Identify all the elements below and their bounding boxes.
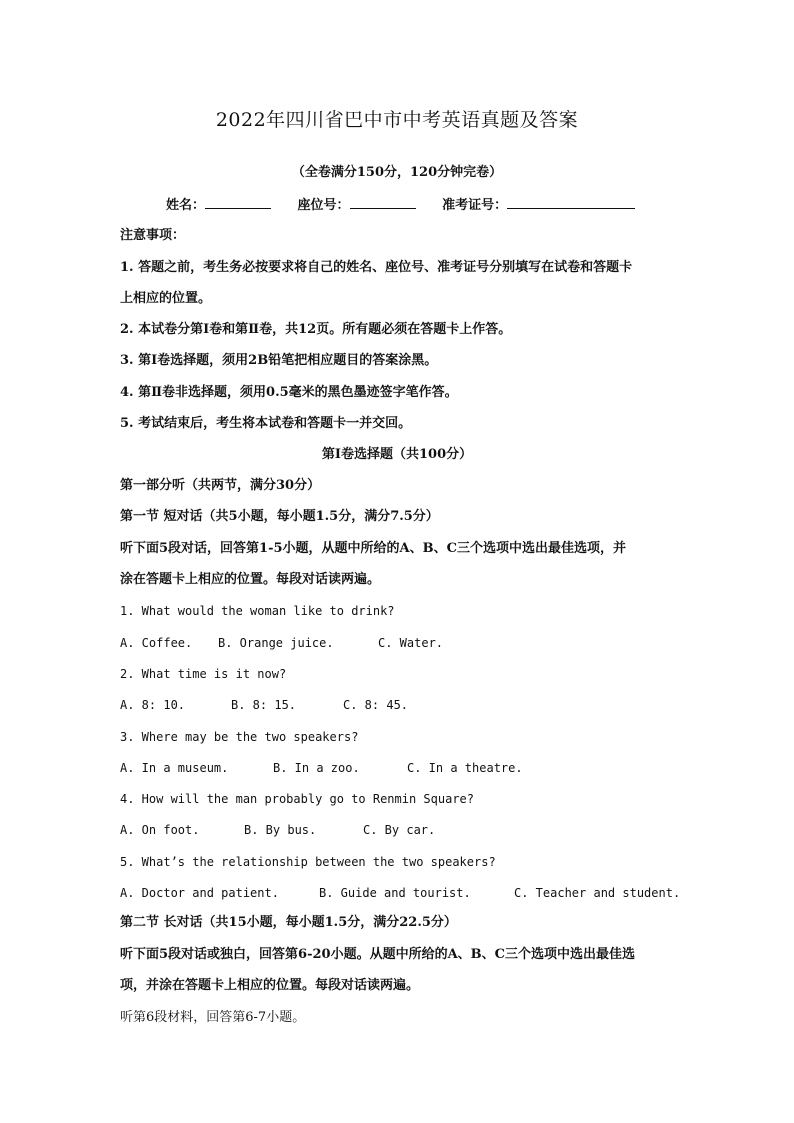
notice-item: 5. 考试结束后，考生将本试卷和答题卡一并交回。 <box>120 416 412 431</box>
question-5-options <box>120 884 680 902</box>
section1-heading: 第一节 短对话（共5小题，每小题1.5分，满分7.5分） <box>120 509 439 524</box>
name-blank[interactable] <box>205 196 271 209</box>
section2-instructions: 听下面5段对话或独白，回答第6-20小题。从题中所给的A、B、C三个选项中选出最佳选 <box>120 947 635 962</box>
question-4: 4. How will the man probably go to Renmin Square? <box>120 792 475 806</box>
section1-instructions: 听下面5段对话，回答第1-5小题，从题中所给的A、B、C三个选项中选出最佳选项，并 <box>120 541 626 556</box>
option-c[interactable]: C. Teacher and student. <box>514 886 681 900</box>
seat-field[interactable] <box>298 196 416 215</box>
option-b[interactable]: B. By bus. <box>244 823 317 837</box>
option-b[interactable]: B. Orange juice. <box>218 636 334 650</box>
option-a[interactable]: A. On foot. <box>120 823 200 837</box>
option-b[interactable]: B. 8: 15. <box>231 698 297 712</box>
notice-item: 3. 第Ⅰ卷选择题，须用2B铅笔把相应题目的答案涂黑。 <box>120 353 438 368</box>
option-b[interactable]: B. Guide and tourist. <box>319 886 471 900</box>
question-4-options <box>120 821 435 839</box>
subtitle: （全卷满分150分，120分钟完卷） <box>291 165 503 180</box>
question-1-options <box>120 634 443 652</box>
question-3: 3. Where may be the two speakers? <box>120 730 359 744</box>
section-title: 第Ⅰ卷选择题（共100分） <box>321 447 473 462</box>
option-c[interactable]: C. Water. <box>378 636 444 650</box>
notice-item: 1. 答题之前，考生务必按要求将自己的姓名、座位号、准考证号分别填写在试卷和答题卡 <box>120 260 633 275</box>
notice-heading: 注意事项： <box>120 228 186 243</box>
section2-heading: 第二节 长对话（共15小题，每小题1.5分，满分22.5分） <box>120 915 457 930</box>
option-a[interactable]: A. Doctor and patient. <box>120 886 279 900</box>
option-b[interactable]: B. In a zoo. <box>273 761 360 775</box>
seat-label: 座位号： <box>297 198 350 213</box>
notice-item: 4. 第Ⅱ卷非选择题，须用0.5毫米的黑色墨迹签字笔作答。 <box>120 385 458 400</box>
part-heading: 第一部分听（共两节，满分30分） <box>120 478 321 493</box>
question-2-options <box>120 696 408 714</box>
notice-item: 2. 本试卷分第Ⅰ卷和第Ⅱ卷，共12页。所有题必须在答题卡上作答。 <box>120 322 512 337</box>
notice-item: 上相应的位置。 <box>120 291 212 306</box>
name-label: 姓名： <box>166 198 206 213</box>
question-3-options <box>120 759 523 777</box>
name-field[interactable] <box>166 196 271 215</box>
section2-instructions: 项，并涂在答题卡上相应的位置。每段对话读两遍。 <box>120 978 420 993</box>
option-a[interactable]: A. 8: 10. <box>120 698 186 712</box>
question-1: 1. What would the woman like to drink? <box>120 604 395 618</box>
option-c[interactable]: C. 8: 45. <box>343 698 409 712</box>
option-c[interactable]: C. In a theatre. <box>407 761 523 775</box>
ticket-label: 准考证号： <box>442 198 508 213</box>
ticket-blank[interactable] <box>507 196 635 209</box>
student-info-fields <box>166 196 657 215</box>
option-a[interactable]: A. In a museum. <box>120 761 229 775</box>
section2-note: 听第6段材料，回答第6-7小题。 <box>120 1010 306 1025</box>
option-c[interactable]: C. By car. <box>363 823 436 837</box>
question-2: 2. What time is it now? <box>120 667 287 681</box>
ticket-field[interactable] <box>442 196 635 215</box>
question-5: 5. What’s the relationship between the two speakers? <box>120 855 496 869</box>
option-a[interactable]: A. Coffee. <box>120 636 193 650</box>
section1-instructions: 涂在答题卡上相应的位置。每段对话读两遍。 <box>120 572 381 587</box>
page-title: 2022年四川省巴中市中考英语真题及答案 <box>215 109 579 131</box>
seat-blank[interactable] <box>350 196 416 209</box>
